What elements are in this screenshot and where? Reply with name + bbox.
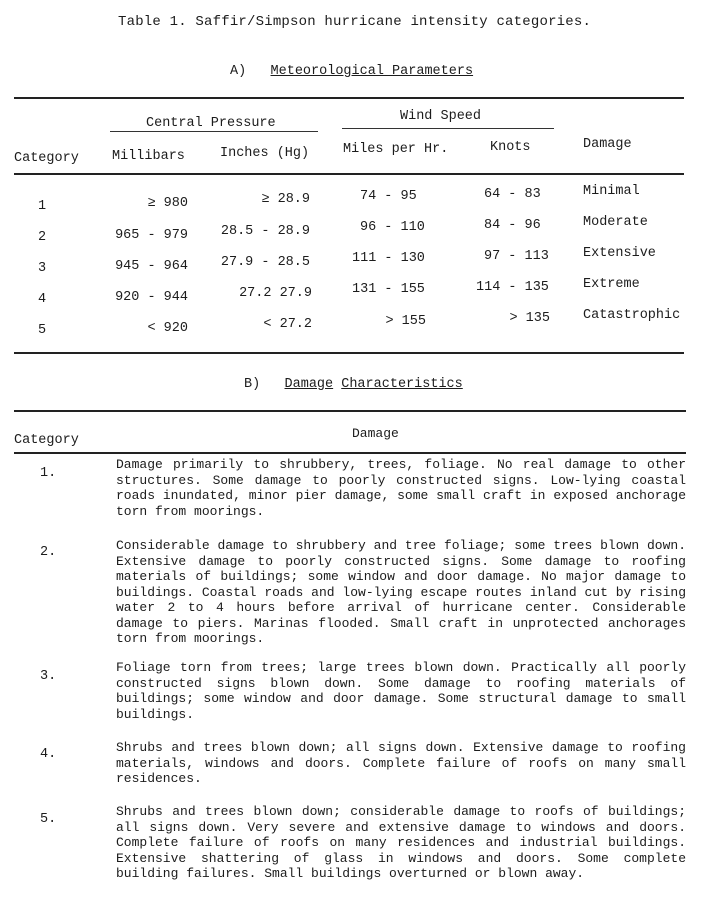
section-a-title: Meteorological Parameters [270, 64, 474, 79]
row-inches: ≥ 28.9 [261, 192, 310, 207]
row-category: 1 [38, 199, 47, 214]
row-knots: 64 - 83 [484, 187, 541, 202]
header-b-category: Category [14, 433, 79, 448]
row-damage: Minimal [583, 184, 640, 199]
header-b-damage: Damage [352, 426, 399, 441]
row-inches: 27.2 27.9 [239, 286, 312, 301]
row-inches: < 27.2 [263, 317, 312, 332]
row-b-description: Shrubs and trees blown down; all signs down. Extensive damage to roofing materials, windows and doors. Complete failure of roofs on many small residences. [116, 740, 686, 786]
row-b-description: Damage primarily to shrubbery, trees, foliage. No real damage to other structures. Some damage to poorly constructed signs. Low-lying coastal roads inundated, minor pier damage, some small craft in exposed anchorage torn from moorings. [116, 457, 686, 519]
row-millibars: 945 - 964 [115, 259, 188, 274]
row-category: 5 [38, 323, 47, 338]
row-knots: 97 - 113 [484, 249, 549, 264]
row-b-category: 1. [40, 466, 57, 481]
row-millibars: 965 - 979 [115, 228, 188, 243]
header-millibars: Millibars [112, 149, 185, 164]
table-a-top-rule [14, 97, 684, 99]
section-b-prefix: B) [244, 377, 261, 392]
section-b-title-2: Characteristics [341, 377, 463, 392]
table-b-header-rule [14, 452, 686, 454]
row-knots: > 135 [509, 311, 550, 326]
row-category: 4 [38, 292, 47, 307]
row-category: 3 [38, 261, 47, 276]
wind-speed-rule [342, 128, 554, 129]
header-knots: Knots [490, 140, 531, 155]
header-damage: Damage [583, 137, 632, 152]
central-pressure-rule [110, 131, 318, 132]
header-category: Category [14, 151, 79, 166]
row-knots: 84 - 96 [484, 218, 541, 233]
header-inches: Inches (Hg) [220, 146, 310, 161]
row-b-description: Shrubs and trees blown down; considerable damage to roofs of buildings; all signs down. Very severe and extensive damage to windows and doors. Complete failure of roofs on many residences and industrial buildings. Extensive shattering of glass in windows and doors. Some complete building failures. Small buildings overturned or blown away. [116, 804, 686, 881]
section-b-title-1: Damage [284, 377, 334, 392]
row-inches: 28.5 - 28.9 [220, 224, 310, 239]
table-a-header-rule [14, 173, 684, 175]
row-b-description: Foliage torn from trees; large trees blown down. Practically all poorly constructed signs blown down. Some damage to roofing materials of buildings; some window and door damage. Some structural damage to small buildings. [116, 660, 686, 722]
section-a-heading [230, 64, 473, 79]
table-b-top-rule [14, 410, 686, 412]
row-inches: 27.9 - 28.5 [220, 255, 310, 270]
table-a-bottom-rule [14, 352, 684, 354]
row-b-category: 5. [40, 812, 57, 827]
section-a-prefix: A) [230, 64, 247, 79]
row-mph: 96 - 110 [360, 220, 425, 235]
table-title: Table 1. Saffir/Simpson hurricane intensity categories. [118, 14, 592, 30]
row-b-category: 3. [40, 669, 57, 684]
row-millibars: < 920 [147, 321, 188, 336]
row-b-category: 4. [40, 747, 57, 762]
header-mph: Miles per Hr. [343, 142, 449, 157]
row-damage: Moderate [583, 215, 648, 230]
row-damage: Extensive [583, 246, 656, 261]
row-damage: Catastrophic [583, 308, 681, 323]
section-b-heading [244, 377, 463, 392]
row-mph: 111 - 130 [352, 251, 425, 266]
header-wind-speed: Wind Speed [400, 109, 482, 124]
row-millibars: ≥ 980 [147, 196, 188, 211]
row-damage: Extreme [583, 277, 640, 292]
row-mph: 74 - 95 [360, 189, 417, 204]
row-category: 2 [38, 230, 47, 245]
row-knots: 114 - 135 [476, 280, 549, 295]
row-mph: 131 - 155 [352, 282, 425, 297]
header-central-pressure: Central Pressure [146, 116, 276, 131]
row-mph: > 155 [385, 314, 426, 329]
row-millibars: 920 - 944 [115, 290, 188, 305]
row-b-category: 2. [40, 545, 57, 560]
row-b-description: Considerable damage to shrubbery and tree foliage; some trees blown down. Extensive damage to poorly constructed signs. Some damage to roofing materials of buildings; some window and door damage. No major damage to buildings. Coastal roads and low-lying escape routes inland cut by rising water 2 to 4 hours before arrival of hurricane center. Considerable damage to piers. Marinas flooded. Small craft in unprotected anchorages torn from moorings. [116, 538, 686, 646]
